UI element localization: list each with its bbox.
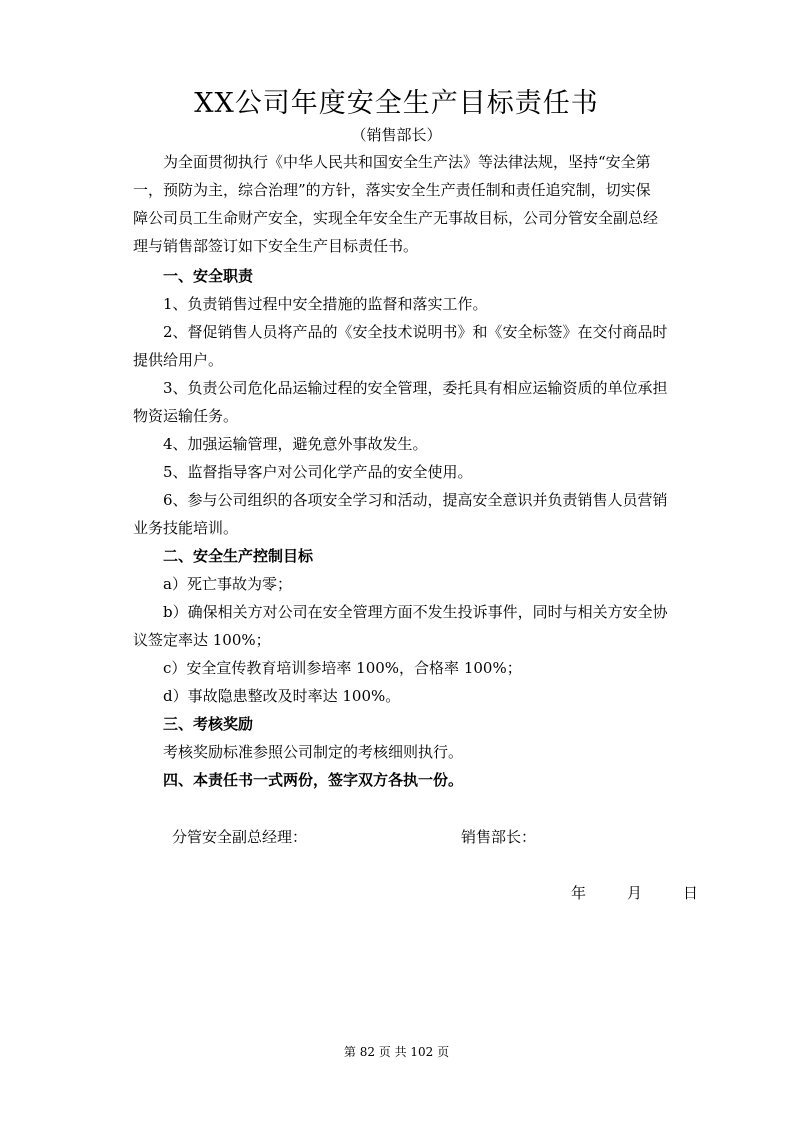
page-number-footer: 第 82 页 共 102 页: [343, 1045, 450, 1059]
section-1-item-6-cont: 业务技能培训。: [133, 519, 239, 537]
section-1-item-5: 5、监督指导客户对公司化学产品的安全使用。: [163, 463, 473, 481]
section-2-item-a: a）死亡事故为零；: [163, 575, 292, 593]
intro-line-4: 理与销售部签订如下安全生产目标责任书。: [133, 237, 419, 255]
section-1-item-2-cont: 提供给用户。: [133, 351, 224, 369]
section-2-item-c: c）安全宣传教育培训参培率 100%，合格率 100%；: [163, 659, 522, 677]
date-month-label: 月: [627, 884, 643, 902]
section-1-item-4: 4、加强运输管理，避免意外事故发生。: [163, 435, 428, 453]
section-1-item-1: 1、负责销售过程中安全措施的监督和落实工作。: [163, 295, 488, 313]
section-4-heading: 四、本责任书一式两份，签字双方各执一份。: [163, 771, 464, 789]
intro-line-1: 为全面贯彻执行《中华人民共和国安全生产法》等法律法规，坚持“安全第: [163, 153, 651, 171]
section-3-text: 考核奖励标准参照公司制定的考核细则执行。: [163, 743, 464, 761]
section-1-item-2: 2、督促销售人员将产品的《安全技术说明书》和《安全标签》在交付商品时: [163, 323, 668, 341]
section-2-item-d: d）事故隐患整改及时率达 100%。: [163, 687, 401, 705]
date-year-label: 年: [571, 884, 587, 902]
document-subtitle: （销售部长）: [351, 126, 442, 144]
section-2-item-b: b）确保相关方对公司在安全管理方面不发生投诉事件，同时与相关方安全协: [163, 603, 668, 621]
section-1-item-3-cont: 物资运输任务。: [133, 407, 239, 425]
intro-line-3: 障公司员工生命财产安全，实现全年安全生产无事故目标，公司分管安全副总经: [133, 209, 659, 227]
section-2-heading: 二、安全生产控制目标: [163, 547, 314, 565]
signature-deputy-gm-label: 分管安全副总经理：: [172, 828, 308, 846]
signature-sales-manager-label: 销售部长：: [461, 828, 537, 846]
intro-line-2: 一，预防为主，综合治理”的方针，落实安全生产责任制和责任追究制，切实保: [133, 181, 651, 199]
date-day-label: 日: [683, 884, 699, 902]
section-1-item-3: 3、负责公司危化品运输过程的安全管理，委托具有相应运输资质的单位承担: [163, 379, 668, 397]
section-1-heading: 一、安全职责: [163, 267, 254, 285]
section-1-item-6: 6、参与公司组织的各项安全学习和活动，提高安全意识并负责销售人员营销: [163, 491, 668, 509]
section-2-item-b-cont: 议签定率达 100%；: [133, 631, 271, 649]
document-title: XX公司年度安全生产目标责任书: [194, 88, 599, 119]
section-3-heading: 三、考核奖励: [163, 715, 254, 733]
